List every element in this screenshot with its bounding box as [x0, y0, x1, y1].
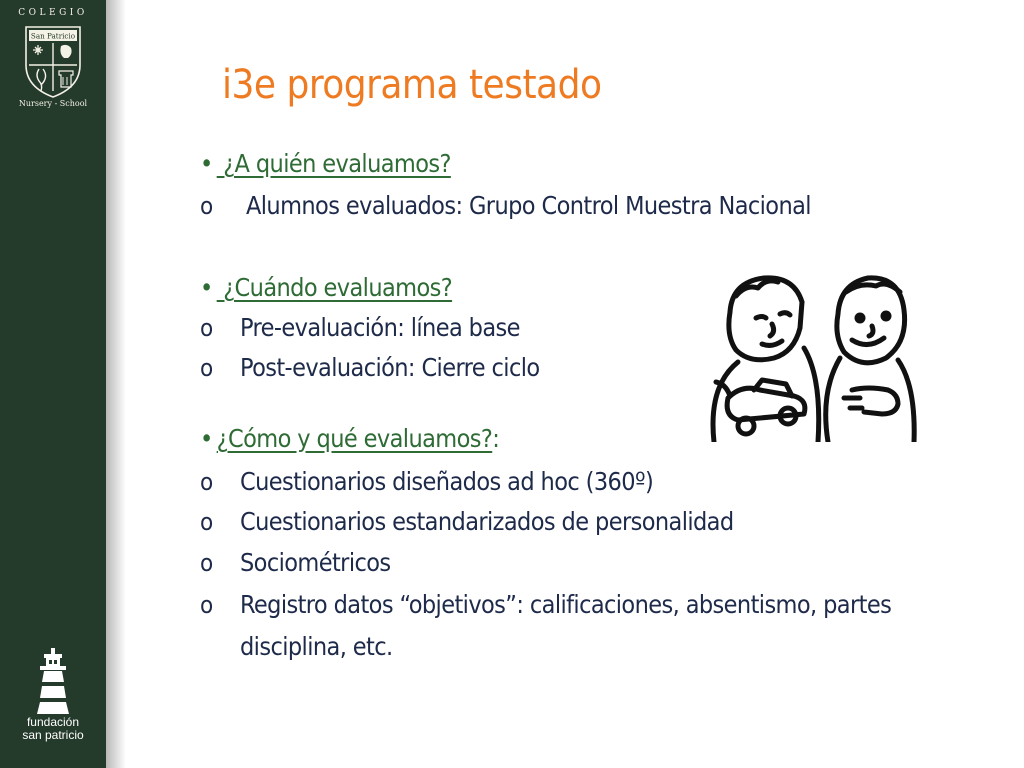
question-text: ¿A quién evaluamos?	[216, 149, 451, 178]
circle-bullet-icon: o	[200, 314, 213, 342]
list-item	[200, 191, 811, 220]
list-item-text: Cuestionarios estandarizados de personalidad	[240, 507, 734, 536]
section-who-question	[200, 149, 451, 178]
list-item-text: Post-evaluación: Cierre ciclo	[240, 353, 540, 382]
list-item	[200, 590, 891, 619]
school-name-bottom: Nursery - School	[18, 99, 88, 108]
list-item-text: Sociométricos	[240, 548, 391, 577]
list-item	[200, 313, 520, 342]
circle-bullet-icon: o	[200, 468, 213, 496]
list-item	[200, 353, 540, 382]
list-item	[200, 548, 391, 577]
bullet-icon: •	[200, 273, 213, 302]
list-item-text: disciplina, etc.	[240, 632, 393, 661]
question-text: ¿Cómo y qué evaluamos?	[216, 424, 493, 453]
slide-title: i3e programa testado	[222, 62, 602, 108]
list-item	[200, 467, 653, 496]
circle-bullet-icon: o	[200, 354, 213, 382]
school-name-top: COLEGIO	[18, 8, 88, 18]
section-when-question	[200, 273, 452, 302]
list-item-text: Registro datos “objetivos”: calificaciones, absentismo, partes	[240, 590, 892, 619]
circle-bullet-icon: o	[200, 591, 213, 619]
bullet-icon: •	[200, 149, 213, 178]
foundation-name-line2: san patricio	[22, 728, 84, 742]
bullet-icon: •	[200, 424, 213, 453]
list-item-text: Cuestionarios diseñados ad hoc (360º)	[240, 467, 654, 496]
children-sketch-illustration	[702, 266, 920, 442]
school-crest-logo	[23, 21, 83, 99]
sidebar-shadow	[106, 0, 126, 768]
circle-bullet-icon: o	[200, 549, 213, 577]
foundation-name-line1: fundación	[26, 715, 80, 729]
list-item-text: Pre-evaluación: línea base	[240, 313, 520, 342]
svg-text:San Patricio: San Patricio	[30, 31, 76, 41]
list-item	[200, 507, 734, 536]
list-item-text: Alumnos evaluados: Grupo Control Muestra Nacional	[246, 191, 811, 220]
lighthouse-logo	[31, 648, 75, 714]
circle-bullet-icon: o	[200, 508, 213, 536]
list-item-continuation	[200, 632, 393, 661]
section-how-question: • ¿Cómo y qué evaluamos?:	[200, 424, 500, 453]
question-text: ¿Cuándo evaluamos?	[216, 273, 453, 302]
circle-bullet-icon: o	[200, 192, 213, 220]
